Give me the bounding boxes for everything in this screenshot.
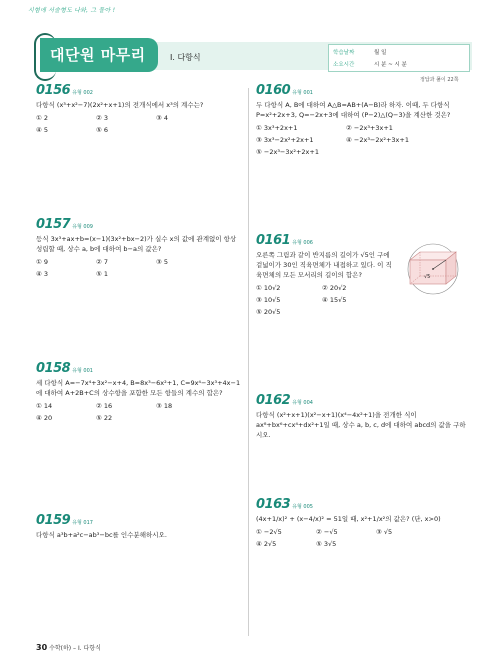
question-text: 다항식 (x²+x+1)(x²−x+1)(x⁴−4x²+1)을 전개한 식이 ax⁸+bx⁶+cx⁴+dx²+1일 때, 상수 a, b, c, d에 대하여 abcd의 값을 구하시오. xyxy=(256,411,466,439)
question-type: 유형 001 xyxy=(292,90,313,96)
choice-list xyxy=(36,113,241,135)
choice[interactable]: ④ 20 xyxy=(36,414,53,422)
question-text: 다항식 (x³+x²−7)(2x²+x+1)의 전개식에서 x³의 계수는? xyxy=(36,101,204,109)
choice[interactable]: ④ 3 xyxy=(36,270,49,278)
question-number: 0159 xyxy=(36,513,71,528)
question-type: 유형 006 xyxy=(292,240,313,246)
slogan: 시험에 서술형도 나와, 그 돌아 ! xyxy=(28,7,116,14)
choice[interactable]: ③ 5 xyxy=(156,258,169,266)
choice-list xyxy=(36,257,241,279)
choice[interactable]: ② −2x³+3x+1 xyxy=(346,124,393,132)
question-text: 세 다항식 A=−7x⁴+3x²−x+4, B=8x³−6x²+1, C=9x⁴−3x³+4x−1에 대하여 A+2B+C의 상수항을 포함한 모든 항들의 계수의 합은? xyxy=(36,379,241,397)
answer-ref: 정답과 풀이 22쪽 xyxy=(420,77,459,83)
choice[interactable]: ③ 18 xyxy=(156,402,173,410)
choice[interactable]: ⑤ −2x³−3x²+2x+1 xyxy=(256,148,319,156)
question-type: 유형 017 xyxy=(72,520,93,526)
question-0161 xyxy=(256,233,396,317)
question-number: 0161 xyxy=(256,233,291,248)
choice[interactable]: ② 20√2 xyxy=(322,284,347,292)
choice[interactable]: ④ −2x³−2x²+3x+1 xyxy=(346,136,409,144)
time-label: 소요시간 xyxy=(333,62,355,68)
choice[interactable]: ④ 15√5 xyxy=(322,296,347,304)
choice[interactable]: ④ 2√5 xyxy=(256,540,277,548)
footer-label: 수학(하) – Ⅰ. 다항식 xyxy=(49,645,101,652)
question-text: 다항식 a³b+a²c−ab³−bc를 인수분해하시오. xyxy=(36,531,167,539)
question-0160 xyxy=(256,83,468,157)
choice[interactable]: ③ 3x³−2x²+2x+1 xyxy=(256,136,314,144)
choice[interactable]: ① 14 xyxy=(36,402,53,410)
question-0159 xyxy=(36,513,241,540)
page-title: 대단원 마무리 xyxy=(50,46,146,64)
question-0163 xyxy=(256,497,468,549)
choice[interactable]: ① 9 xyxy=(36,258,49,266)
question-0158 xyxy=(36,361,241,423)
page-footer xyxy=(36,643,101,652)
page-number: 30 xyxy=(36,643,48,652)
choice-list xyxy=(256,283,396,317)
question-0156 xyxy=(36,83,241,135)
date-value: 월 일 xyxy=(374,50,387,56)
choice[interactable]: ③ 4 xyxy=(156,114,169,122)
question-text: 오른쪽 그림과 같이 반지름의 길이가 √5인 구에 겉넓이가 30인 직육면체가 내접하고 있다. 이 직육면체의 모든 모서리의 길이의 합은? xyxy=(256,251,392,279)
question-number: 0156 xyxy=(36,83,71,98)
choice-list xyxy=(256,527,468,549)
question-text: 두 다항식 A, B에 대하여 A△B=AB+(A−B)라 하자. 이때, 두 다항식 P=x²+2x+3, Q=−2x+3에 대하여 (P−2)△(Q−3)을 계산한 것은? xyxy=(256,101,451,119)
question-type: 유형 009 xyxy=(72,224,93,230)
choice[interactable]: ② 7 xyxy=(96,258,109,266)
question-number: 0158 xyxy=(36,361,71,376)
choice-list xyxy=(256,123,468,157)
choice[interactable]: ① 10√2 xyxy=(256,284,281,292)
radius-label: √5 xyxy=(424,274,431,280)
question-text: 등식 3x³+ax+b=(x−1)(3x²+bx−2)가 실수 x의 값에 관계없이 항상 성립할 때, 상수 a, b에 대하여 b−a의 값은? xyxy=(36,235,237,253)
question-number: 0163 xyxy=(256,497,291,512)
choice[interactable]: ② 16 xyxy=(96,402,113,410)
choice[interactable]: ⑤ 20√5 xyxy=(256,308,281,316)
choice[interactable]: ④ 5 xyxy=(36,126,49,134)
study-info-box xyxy=(328,44,470,72)
column-divider xyxy=(248,88,249,636)
choice[interactable]: ① 2 xyxy=(36,114,49,122)
question-number: 0157 xyxy=(36,217,71,232)
choice[interactable]: ⑤ 1 xyxy=(96,270,109,278)
choice[interactable]: ⑤ 6 xyxy=(96,126,109,134)
time-value: 시 분 ~ 시 분 xyxy=(374,62,407,68)
choice[interactable]: ⑤ 3√5 xyxy=(316,540,337,548)
question-type: 유형 002 xyxy=(72,90,93,96)
choice[interactable]: ③ 10√5 xyxy=(256,296,281,304)
question-number: 0160 xyxy=(256,83,291,98)
question-0157 xyxy=(36,217,241,279)
choice[interactable]: ③ √5 xyxy=(376,528,393,536)
question-text: (4x+1/x)² + (x−4/x)² = 51일 때, x²+1/x²의 값은? (단, x>0) xyxy=(256,515,441,523)
question-type: 유형 005 xyxy=(292,504,313,510)
inscribed-box-figure xyxy=(398,242,468,296)
choice[interactable]: ② −√5 xyxy=(316,528,338,536)
choice[interactable]: ⑤ 22 xyxy=(96,414,113,422)
choice[interactable]: ② 3 xyxy=(96,114,109,122)
date-label: 학습날짜 xyxy=(333,50,355,56)
question-type: 유형 004 xyxy=(292,400,313,406)
question-type: 유형 001 xyxy=(72,368,93,374)
question-0162 xyxy=(256,393,468,440)
chapter-title: Ⅰ. 다항식 xyxy=(170,53,201,62)
choice[interactable]: ① 3x³+2x+1 xyxy=(256,124,298,132)
choice[interactable]: ① −2√5 xyxy=(256,528,282,536)
question-number: 0162 xyxy=(256,393,291,408)
choice-list xyxy=(36,401,241,423)
